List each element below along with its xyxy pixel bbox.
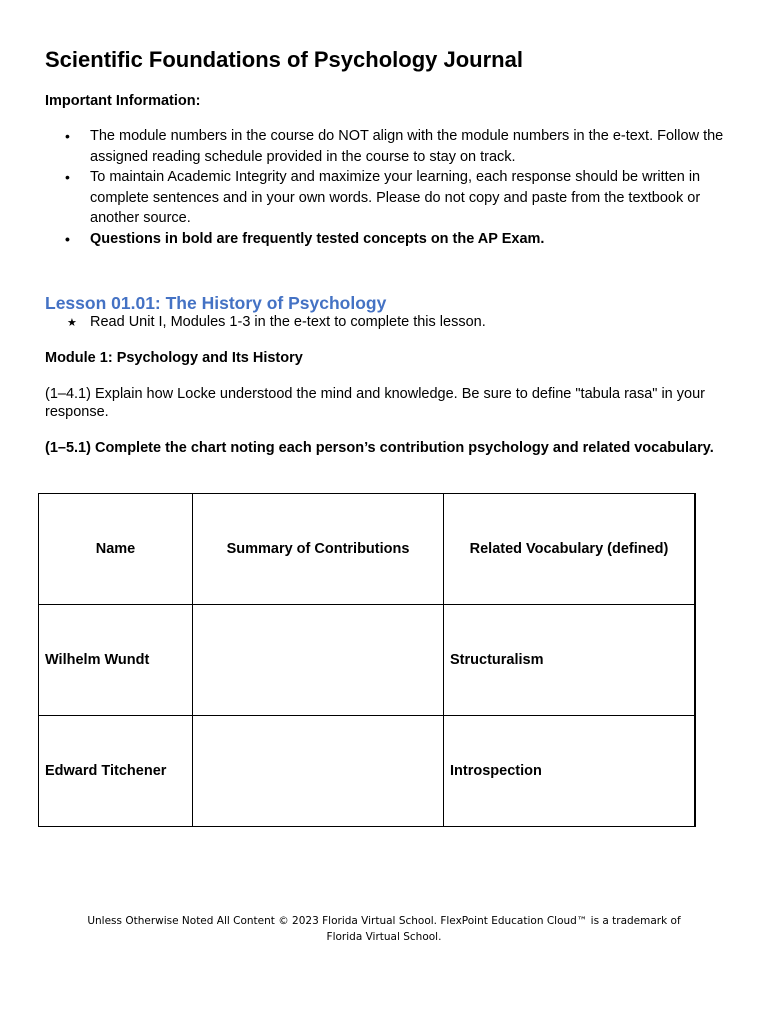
table-row [39, 716, 696, 827]
cell-name: Wilhelm Wundt [39, 605, 193, 716]
module-heading: Module 1: Psychology and Its History [45, 350, 303, 366]
header-summary: Summary of Contributions [193, 494, 444, 605]
list-item [45, 126, 735, 167]
list-item [45, 229, 735, 250]
page-footer [84, 913, 684, 945]
bullet-text: To maintain Academic Integrity and maximize your learning, each response should be written in complete sentences and in your own words. Please do not copy and paste from the textbook or another source. [90, 169, 701, 226]
bullet-icon: • [65, 230, 70, 247]
star-icon: ★ [67, 317, 77, 329]
info-bullet-list [45, 126, 735, 249]
reading-note-list [45, 313, 486, 331]
question-1: (1–4.1) Explain how Locke understood the mind and knowledge. Be sure to define "tabula rasa" in your response. [45, 386, 705, 420]
list-item [45, 167, 735, 229]
bullet-icon: • [65, 169, 70, 185]
lesson-heading: Lesson 01.01: The History of Psychology [45, 293, 387, 313]
header-name: Name [39, 494, 193, 605]
cell-name: Edward Titchener [39, 716, 193, 827]
table-header-row [39, 494, 696, 605]
footer-line-2: Florida Virtual School. [326, 931, 442, 943]
cell-vocab: Structuralism [444, 605, 696, 716]
footer-line-1: Unless Otherwise Noted All Content © 2023 Florida Virtual School. FlexPoint Education Cloud™ is a trademark of [87, 915, 681, 927]
list-item [45, 313, 486, 331]
cell-vocab: Introspection [444, 716, 696, 827]
cell-summary[interactable] [193, 605, 444, 716]
cell-summary[interactable] [193, 716, 444, 827]
page-title: Scientific Foundations of Psychology Journal [45, 47, 523, 72]
important-info-label: Important Information: [45, 93, 201, 109]
header-vocab: Related Vocabulary (defined) [444, 494, 696, 605]
bullet-icon: • [65, 128, 70, 144]
bullet-text: The module numbers in the course do NOT align with the module numbers in the e-text. Follow the assigned reading schedule provided in the course to stay on track. [90, 128, 724, 165]
contributions-table [38, 493, 696, 827]
bullet-text: Questions in bold are frequently tested concepts on the AP Exam. [90, 230, 545, 247]
table-row [39, 605, 696, 716]
reading-note: Read Unit I, Modules 1-3 in the e-text to complete this lesson. [90, 314, 486, 330]
question-2: (1–5.1) Complete the chart noting each person’s contribution psychology and related vocabulary. [45, 440, 714, 456]
